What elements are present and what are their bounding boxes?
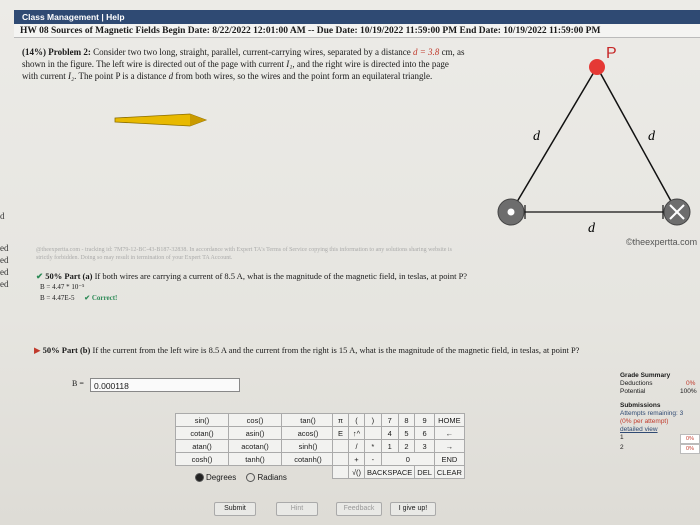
wire-triangle-figure: [480, 40, 700, 250]
calc-key[interactable]: [333, 466, 349, 479]
part-a-question: If both wires are carrying a current of 8.5 A, what is the magnitude of the magnetic field, in teslas, at point P?: [94, 271, 468, 281]
feedback-button[interactable]: Feedback: [336, 502, 382, 516]
calc-key[interactable]: END: [434, 453, 464, 466]
left-edge-cutoff-text: [0, 210, 10, 290]
calc-key[interactable]: sin(): [176, 414, 229, 427]
calc-key[interactable]: 7: [381, 414, 398, 427]
calc-key[interactable]: 8: [398, 414, 415, 427]
calc-key[interactable]: /: [349, 440, 365, 453]
submission-row-value: 0%: [680, 434, 700, 444]
calc-key[interactable]: 1: [381, 440, 398, 453]
calc-key[interactable]: CLEAR: [434, 466, 464, 479]
angle-mode-row: [195, 473, 287, 482]
answer-label: B =: [72, 379, 84, 388]
correct-label: ✔ Correct!: [84, 294, 118, 302]
copyright-text: ©theexpertta.com: [626, 237, 698, 247]
calc-key[interactable]: E: [333, 427, 349, 440]
left-edge-text: d: [0, 211, 5, 221]
calc-key[interactable]: cotanh(): [282, 453, 335, 466]
calc-key[interactable]: tanh(): [229, 453, 282, 466]
grade-summary: [620, 372, 700, 454]
degrees-radio[interactable]: [195, 473, 204, 482]
submissions-title: Submissions: [620, 402, 661, 409]
function-keys: [175, 413, 335, 466]
tracking-watermark: @theexpertta.com - tracking id: 7M79-12-BC-43-B187-32838. In accordance with Expert TA's Terms of Service copying this information to any solutions sharing website is strictly forbidden. Doing so may result in termination of your Expert TA Account.: [36, 247, 452, 261]
radians-label: Radians: [257, 473, 287, 482]
calc-key[interactable]: *: [365, 440, 382, 453]
calc-key[interactable]: 2: [398, 440, 415, 453]
deductions-label: Deductions: [620, 380, 653, 387]
problem-heading: Problem 2:: [48, 47, 91, 57]
calc-key[interactable]: -: [365, 453, 382, 466]
radians-radio[interactable]: [246, 473, 255, 482]
per-attempt-penalty: (0% per attempt): [620, 418, 669, 425]
calc-key[interactable]: asin(): [229, 427, 282, 440]
calc-key[interactable]: π: [333, 414, 349, 427]
calc-key[interactable]: →: [434, 440, 464, 453]
submission-row-number: 2: [620, 444, 624, 451]
submission-row-value: 0%: [680, 444, 700, 454]
calc-key[interactable]: 9: [415, 414, 435, 427]
calc-key[interactable]: 5: [398, 427, 415, 440]
class-management-bar[interactable]: [14, 10, 700, 24]
assignment-title-bar: HW 08 Sources of Magnetic Fields Begin Date: 8/22/2022 12:01:00 AM -- Due Date: 10/19/2022 11:59:00 PM End Date: 10/19/2022 11:59:00 PM: [14, 24, 700, 38]
calc-key[interactable]: cos(): [229, 414, 282, 427]
part-b-section: [34, 345, 694, 356]
part-a-answer-2: B = 4.47E-5: [40, 294, 75, 302]
calc-key[interactable]: ↑^: [349, 427, 365, 440]
potential-value: 100%: [680, 388, 697, 395]
part-b-question: If the current from the left wire is 8.5 A and the current from the right is 15 A, what is the magnitude of the magnetic field, in teslas, at point P?: [92, 345, 580, 355]
calc-key[interactable]: atan(): [176, 440, 229, 453]
calc-key[interactable]: (: [349, 414, 365, 427]
side-label-left: d: [533, 129, 540, 144]
attempts-remaining: Attempts remaining: 3: [620, 410, 684, 417]
calc-key[interactable]: 6: [415, 427, 435, 440]
problem-text: . The point P is a distance: [74, 71, 167, 81]
calc-key[interactable]: 0: [381, 453, 434, 466]
part-b-arrow-icon: ▶: [34, 345, 41, 355]
calc-key[interactable]: HOME: [434, 414, 464, 427]
calc-key[interactable]: cotan(): [176, 427, 229, 440]
part-a-section: [36, 270, 676, 304]
calc-key[interactable]: ): [365, 414, 382, 427]
problem-percent: (14%): [22, 47, 46, 57]
calc-key[interactable]: 4: [381, 427, 398, 440]
calc-key[interactable]: √(): [349, 466, 365, 479]
grade-summary-title: Grade Summary: [620, 372, 671, 379]
calc-key[interactable]: 3: [415, 440, 435, 453]
calc-key[interactable]: cosh(): [176, 453, 229, 466]
hint-button[interactable]: Hint: [276, 502, 318, 516]
problem-text: cm, as shown in the figure. The left wire is directed out of the page with current: [22, 47, 465, 69]
point-p: [589, 59, 605, 75]
calc-key[interactable]: DEL: [415, 466, 435, 479]
left-edge-text: ed: [0, 243, 9, 253]
deductions-value: 0%: [686, 380, 696, 387]
give-up-button[interactable]: I give up!: [390, 502, 436, 516]
potential-label: Potential: [620, 388, 646, 395]
point-p-label: P: [606, 45, 617, 62]
calc-key[interactable]: acotan(): [229, 440, 282, 453]
answer-input[interactable]: 0.000118: [90, 378, 240, 392]
topbar-title: Class Management | Help: [22, 12, 125, 22]
calc-key[interactable]: +: [349, 453, 365, 466]
part-a-label: 50% Part (a): [45, 271, 93, 281]
pen-photo-artifact: [110, 100, 210, 130]
part-a-checkmark-icon: ✔: [36, 271, 44, 281]
problem-statement: [22, 46, 467, 82]
distance-value: d = 3.8: [412, 47, 440, 57]
detailed-view-link[interactable]: detailed view: [620, 426, 658, 433]
calc-key[interactable]: acos(): [282, 427, 335, 440]
part-a-answer-1: B = 4.47 * 10⁻⁵: [40, 283, 85, 291]
left-edge-text: ed: [0, 255, 9, 265]
calc-key[interactable]: [333, 440, 349, 453]
degrees-label: Degrees: [206, 473, 237, 482]
problem-text: from both wires, so the wires and the point form an equilateral triangle.: [175, 71, 433, 81]
calculator-panel: [175, 413, 462, 482]
submission-row-number: 1: [620, 434, 624, 441]
calc-key[interactable]: BACKSPACE: [365, 466, 415, 479]
left-edge-text: ed: [0, 279, 9, 289]
part-b-label: 50% Part (b): [42, 345, 91, 355]
problem-text: and the right wire is directed into the page with current: [22, 59, 449, 81]
side-label-right: d: [648, 129, 655, 144]
calc-key[interactable]: [333, 453, 349, 466]
side-label-bottom: d: [588, 221, 595, 236]
current-i2: I₂: [67, 71, 75, 81]
submit-button[interactable]: Submit: [214, 502, 256, 516]
calc-key[interactable]: ←: [434, 427, 464, 440]
problem-text: Consider two two long, straight, parallel, current-carrying wires, separated by a distance: [93, 47, 411, 57]
calc-key[interactable]: tan(): [282, 414, 335, 427]
left-edge-text: ed: [0, 267, 9, 277]
distance-symbol: d: [168, 71, 174, 81]
calc-key[interactable]: [365, 427, 382, 440]
calc-key[interactable]: sinh(): [282, 440, 335, 453]
current-i1: I₁,: [286, 59, 295, 69]
keypad: [332, 413, 465, 479]
